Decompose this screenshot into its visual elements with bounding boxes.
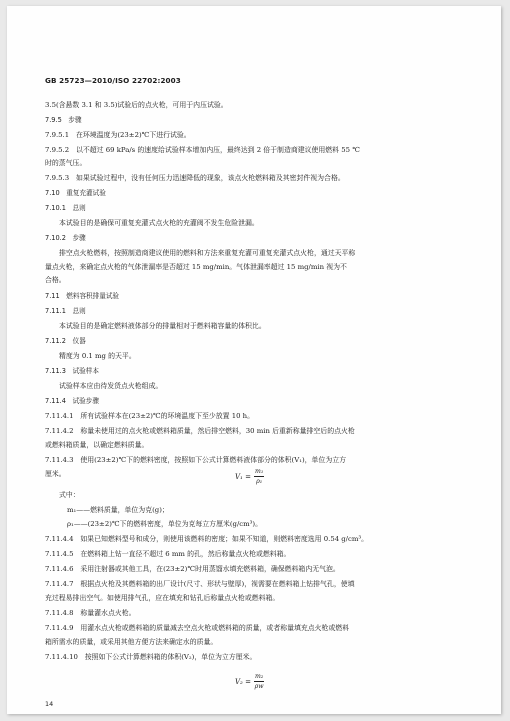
- section-heading: 7.11.2 仪器: [45, 337, 86, 345]
- clause: 7.9.5.1 在环境温度为(23±2)℃下进行试验。: [45, 131, 191, 139]
- formula-v1: [235, 468, 264, 485]
- paragraph: 精度为 0.1 mg 的天平。: [59, 352, 136, 360]
- formula-lhs: V₁ =: [235, 472, 251, 481]
- section-heading: 7.9.5 步骤: [45, 116, 82, 124]
- variable-definition: m₁——燃料质量，单位为克(g)；: [67, 506, 169, 514]
- text-line: 合格。: [45, 276, 66, 284]
- text-line: 时的蒸气压。: [45, 159, 87, 167]
- text-line: 3.5(含悬数 3.1 和 3.5)试验后的点火枪，可用于内压试验。: [45, 101, 228, 109]
- document-page: [7, 6, 501, 714]
- text-line: 或燃料箱质量，以确定燃料质量。: [45, 441, 149, 449]
- formula-numerator: m₁: [254, 468, 264, 475]
- clause: 7.11.4.5 在燃料箱上钻一直径不超过 6 mm 的孔，然后称量点火枪或燃料箱。: [45, 550, 291, 558]
- section-heading: 7.10.2 步骤: [45, 234, 86, 242]
- formula-numerator: m₂: [254, 673, 264, 680]
- clause: 7.11.4.8 称量灌水点火枪。: [45, 609, 136, 617]
- formula-fraction: [254, 468, 264, 485]
- clause: 7.11.4.2 称量未使用过的点火枪或燃料箱质量，然后排空燃料，30 min 后重新称量排空后的点火枪: [45, 427, 355, 435]
- clause: 7.11.4.10 按照如下公式计算燃料箱的体积(V₂)，单位为立方厘米。: [45, 653, 257, 661]
- paragraph: 本试验目的是确保可重复充灌式点火枪的充灌阀不发生危险泄漏。: [59, 219, 259, 227]
- clause: 7.11.4.7 根据点火枪及其燃料箱的出厂设计(尺寸、形状与壁厚)，视需要在燃料箱上钻排气孔，使填: [45, 580, 355, 588]
- text-line: 式中：: [59, 491, 80, 499]
- section-heading: 7.10.1 总则: [45, 204, 86, 212]
- paragraph: 排空点火枪燃料，按照制造商建议使用的燃料和方法来重复充灌可重复充灌式点火枪，通过天平称: [59, 249, 356, 257]
- standard-header: GB 25723—2010/ISO 22702:2003: [45, 76, 181, 85]
- variable-definition: ρ₁——(23±2)℃下的燃料密度，单位为克每立方厘米(g/cm³)。: [67, 520, 263, 528]
- section-heading: 7.11.4 试验步骤: [45, 397, 99, 405]
- text-line: 量点火枪，来确定点火枪的气体泄漏率是否超过 15 mg/min。气体泄漏率超过 15 mg/min 视为不: [45, 263, 347, 271]
- section-heading: 7.11 燃料容积排量试验: [45, 292, 120, 300]
- section-heading: 7.10 重复充灌试验: [45, 189, 106, 197]
- clause: 7.9.5.2 以不超过 69 kPa/s 的速度给试验样本增加内压，最终达到 2 倍于制造商建议使用燃料 55 ℃: [45, 146, 360, 154]
- clause: 7.11.4.1 所有试验样本在(23±2)℃的环境温度下至少放置 10 h。: [45, 412, 255, 420]
- clause: 7.11.4.6 采用注射器或其他工具，在(23±2)℃时用蒸馏水填充燃料箱，确保燃料箱内无气泡。: [45, 565, 340, 573]
- section-heading: 7.11.1 总则: [45, 307, 86, 315]
- clause: 7.11.4.3 使用(23±2)℃下的燃料密度，按照如下公式计算燃料液体部分的体积(V₁)，单位为立方: [45, 456, 347, 464]
- formula-lhs: V₂ =: [235, 677, 251, 686]
- formula-denominator: ρw: [254, 683, 264, 690]
- text-line: 箱所需水的质量，或采用其他方便方法来确定水的质量。: [45, 638, 218, 646]
- paragraph: 试验样本应由待发货点火枪组成。: [59, 382, 163, 390]
- section-heading: 7.11.3 试验样本: [45, 367, 99, 375]
- text-line: 充过程易排出空气。如使用排气孔，应在填充和钻孔后称量点火枪或燃料箱。: [45, 594, 280, 602]
- page-number: 14: [45, 700, 54, 708]
- clause: 7.11.4.4 如果已知燃料型号和成分，则使用该燃料的密度；如果不知道，则燃料密度选用 0.54 g/cm³。: [45, 535, 369, 543]
- clause: 7.11.4.9 用灌水点火枪或燃料箱的质量减去空点火枪或燃料箱的质量，或者称量填充点火枪或燃料: [45, 624, 350, 632]
- paragraph: 本试验目的是确定燃料液体部分的排量相对于燃料箱容量的体积比。: [59, 322, 266, 330]
- formula-v2: [235, 673, 264, 690]
- formula-fraction: [254, 673, 264, 690]
- clause: 7.9.5.3 如果试验过程中，没有任何压力迅速降低的现象，该点火枪燃料箱及其密封件视为合格。: [45, 174, 345, 182]
- text-line: 厘米。: [45, 470, 66, 478]
- formula-denominator: ρ₁: [256, 478, 263, 485]
